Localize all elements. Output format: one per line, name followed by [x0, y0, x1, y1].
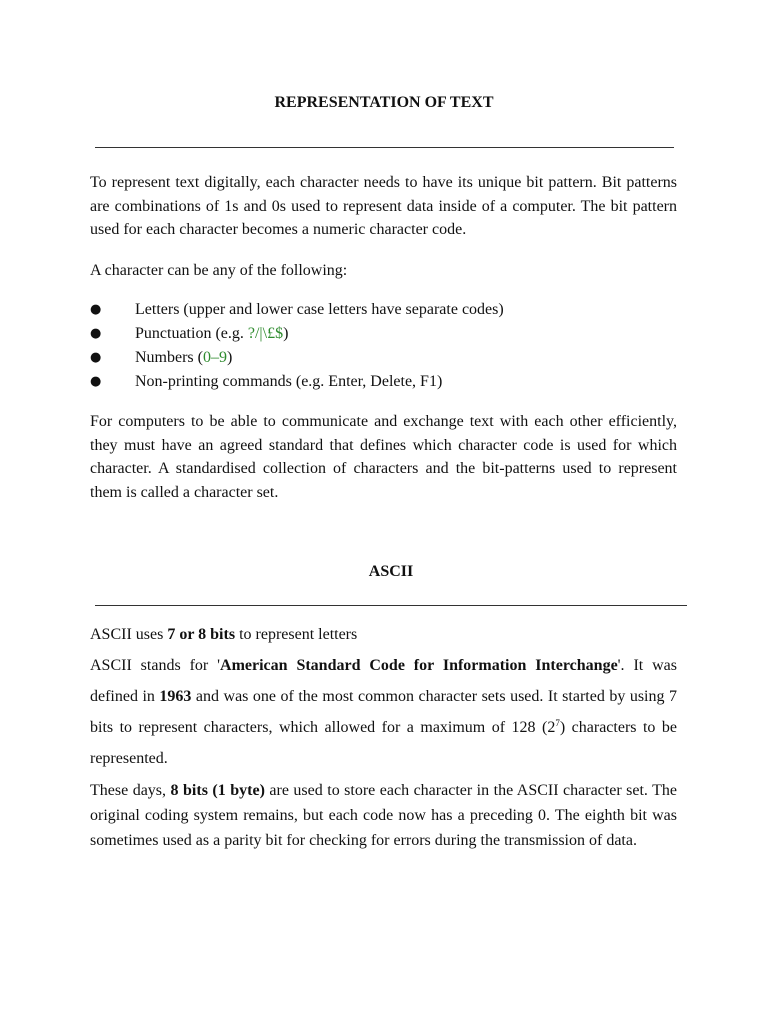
intro-paragraph: To represent text digitally, each character needs to have its unique bit pattern. Bit patterns are combinations of 1s and 0s used to represent data inside of a computer. The bit pattern used for each character becomes a numeric character code. — [90, 174, 677, 238]
punctuation-examples: ?/|\£$ — [247, 325, 284, 342]
bullet-icon: ● — [90, 350, 102, 365]
section-title-representation-of-text: REPRESENTATION OF TEXT — [274, 94, 494, 111]
character-list-intro: A character can be any of the following: — [90, 262, 348, 279]
ascii-bits-line: ASCII uses 7 or 8 bits to represent letters — [90, 626, 358, 643]
bullet-icon: ● — [90, 302, 102, 317]
section-title-ascii: ASCII — [368, 563, 414, 580]
bullet-icon: ● — [90, 374, 102, 389]
list-item-punctuation: Punctuation (e.g. ?/|\£$) — [135, 325, 289, 342]
ascii-definition-paragraph: ASCII stands for 'American Standard Code for Information Interchange'. It was defined in 1963 and was one of the most common character sets used. It started by using 7 bits to represent characters, which allowed for a maximum of 128 $(2^7)$ characters to be represented. — [90, 657, 678, 767]
list-item-letters: Letters (upper and lower case letters have separate codes) — [135, 301, 504, 318]
ascii-divider — [95, 605, 687, 606]
list-item-non-printing: Non-printing commands (e.g. Enter, Delete, F1) — [135, 373, 443, 390]
number-range: 0–9 — [202, 349, 227, 366]
ascii-byte-paragraph: These days, 8 bits (1 byte) are used to store each character in the ASCII character set. The original coding system remains, but each code now has a preceding 0. The eighth bit was sometimes used as a parity bit for checking for errors during the transmission of data. — [90, 782, 678, 849]
title-divider — [95, 147, 674, 148]
character-set-paragraph: For computers to be able to communicate and exchange text with each other efficiently, they must have an agreed standard that defines which character code is used for which character. A standardised collection of characters and the bit-patterns used to represent them is called a character set. — [90, 413, 677, 501]
list-item-numbers: Numbers (0–9) — [135, 349, 233, 366]
bullet-icon: ● — [90, 326, 102, 341]
